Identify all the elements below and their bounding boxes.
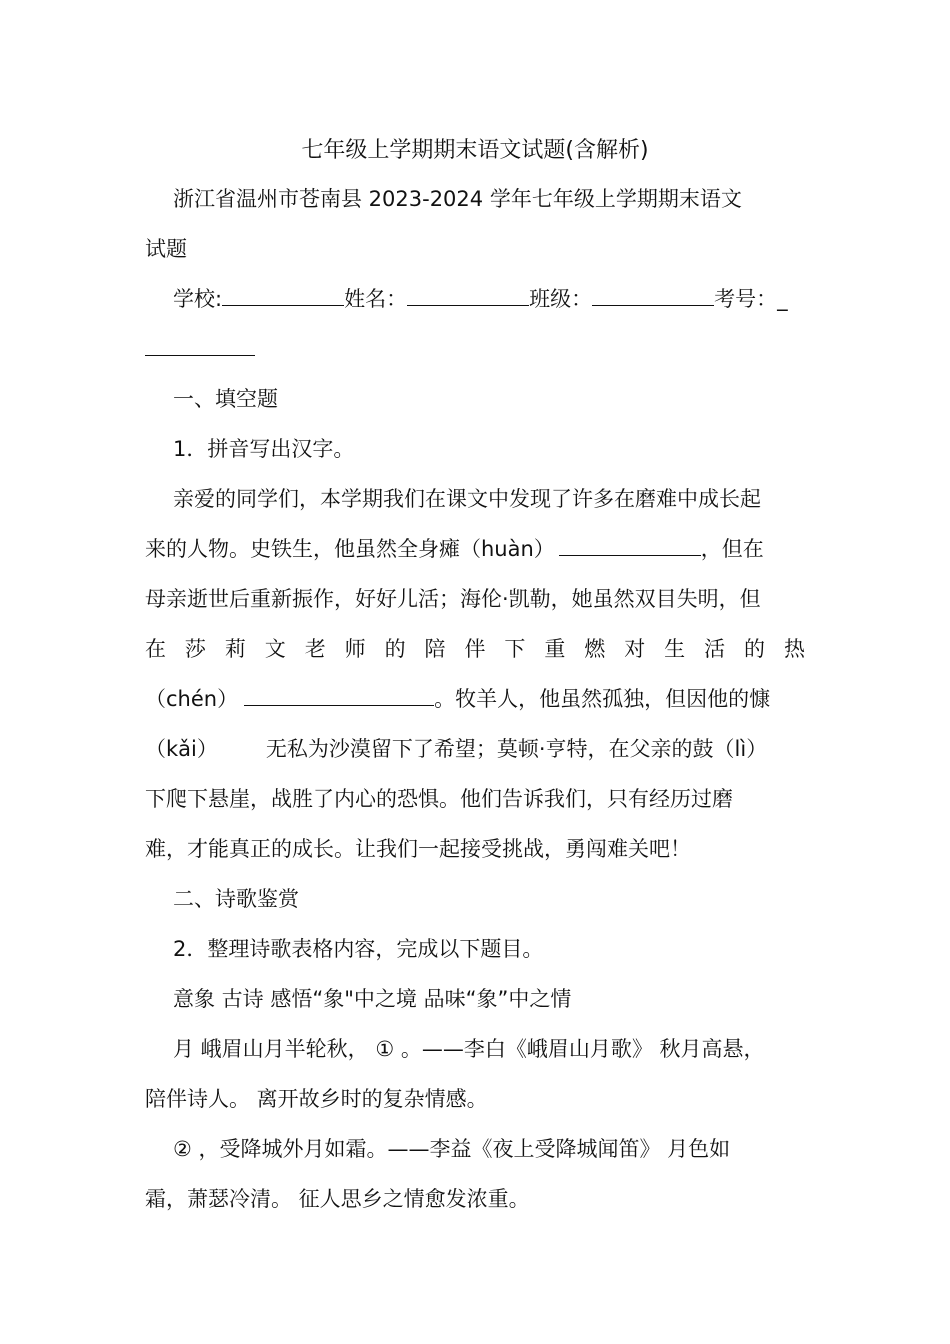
q1-text-line-7: 下爬下悬崖，战胜了内心的恐惧。他们告诉我们，只有经历过磨 <box>145 787 733 811</box>
question-2-title: 2．整理诗歌表格内容，完成以下题目。 <box>173 937 544 961</box>
q1-text-line-2 <box>145 534 805 564</box>
q1-l5-text-b: 。牧羊人，他虽然孤独，但因他的慷 <box>434 687 771 711</box>
page-title: 七年级上学期期末语文试题(含解析) <box>301 138 649 163</box>
question-1-title: 1．拼音写出汉字。 <box>173 437 355 461</box>
class-field[interactable] <box>592 285 714 306</box>
q1-text-line-6 <box>145 734 805 764</box>
q1-l6-text-a: （kǎi） <box>145 737 218 761</box>
poem-row-1-line-1: 月 峨眉山月半轮秋， ① 。——李白《峨眉山月歌》 秋月高悬， <box>173 1037 765 1061</box>
subtitle-line-1: 浙江省温州市苍南县 2023-2024 学年七年级上学期期末语文 <box>173 187 742 211</box>
number-field-continued[interactable] <box>145 334 805 364</box>
q1-l2-text-b: ，但在 <box>700 537 764 561</box>
poem-row-2-line-1: ② ，受降城外月如霜。——李益《夜上受降城闻笛》 月色如 <box>173 1137 731 1161</box>
poem-row-1-line-2: 陪伴诗人。 离开故乡时的复杂情感。 <box>145 1087 488 1111</box>
name-field[interactable] <box>407 285 529 306</box>
student-info-line <box>173 284 805 314</box>
q1-text-line-1: 亲爱的同学们，本学期我们在课文中发现了许多在磨难中成长起 <box>173 487 761 511</box>
school-label: 学校: <box>173 287 223 311</box>
subtitle-line-2: 试题 <box>145 237 187 261</box>
q1-l6-text-b: 无私为沙漠留下了希望；莫顿·亨特，在父亲的鼓（lì） <box>265 737 768 761</box>
q1-text-line-5 <box>145 684 805 714</box>
q1-text-line-3: 母亲逝世后重新振作，好好儿活；海伦·凯勒，她虽然双目失明，但 <box>145 587 761 611</box>
number-label: 考号：_ <box>714 287 788 311</box>
poem-row-2-line-2: 霜，萧瑟冷清。 征人思乡之情愈发浓重。 <box>145 1187 530 1211</box>
q1-l5-text-a: （chén） <box>145 687 239 711</box>
q1-text-line-8: 难，才能真正的成长。让我们一起接受挑战，勇闯难关吧！ <box>145 837 691 861</box>
poem-table-header: 意象 古诗 感悟“象"中之境 品味“象”中之情 <box>173 987 572 1011</box>
section-heading-2: 二、诗歌鉴赏 <box>173 887 299 911</box>
q1-text-line-4: 在莎莉文老师的陪伴下重燃对生活的热 <box>145 637 805 661</box>
section-heading-1: 一、填空题 <box>173 387 278 411</box>
name-label: 姓名： <box>344 287 408 311</box>
q1-l2-text-a: 来的人物。史铁生，他虽然全身瘫（huàn） <box>145 537 555 561</box>
school-field[interactable] <box>222 285 344 306</box>
class-label: 班级： <box>529 287 593 311</box>
number-field[interactable] <box>145 335 255 356</box>
answer-blank-huan[interactable] <box>559 535 701 556</box>
answer-blank-chen[interactable] <box>244 685 434 706</box>
